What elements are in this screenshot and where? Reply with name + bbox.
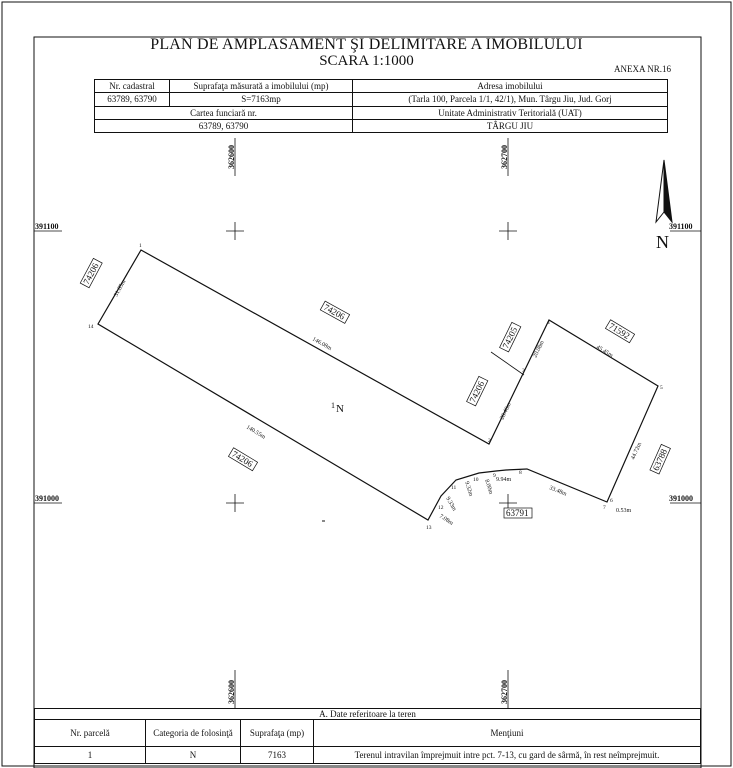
annex-label: ANEXA NR.16 [614,64,672,74]
row-notes: Terenul intravilan împrejmuit intre pct. 7-13, cu gard de sârmă, în rest neîmprejmuit. [314,747,701,764]
vertex-2: 2 [488,438,491,444]
svg-text:74206: 74206 [467,379,487,405]
grid-y-top-right: 391100 [669,222,693,231]
grid-crosses [226,222,520,512]
parcel-label [331,401,344,415]
vertex-9: 9 [493,473,496,479]
svg-text:74206: 74206 [230,448,255,469]
neighbor-label-63791 [504,508,532,518]
grid-x-top-left: 362600 [227,145,236,169]
vertex-4: 4 [547,320,550,326]
svg-text:74205: 74205 [500,325,520,351]
col-parcel: Nr. parcelă [35,720,146,747]
vertex-6: 6 [610,498,613,504]
property-info-table [94,79,668,133]
grid-y-bottom-right: 391000 [669,494,693,503]
grid-y-bottom-left: 391000 [35,494,59,503]
distance-9-10: 8.00m [483,478,494,496]
row-category: N [146,747,241,764]
row-parcel: 1 [35,747,146,764]
grid-x-bottom-left: 362600 [227,680,236,704]
svg-text:63788: 63788 [650,447,670,473]
distance-5-6: 44.72m [630,441,644,461]
distance-7-8: 33.48m [548,485,568,498]
vertex-10: 10 [473,477,479,483]
address-value: (Tarla 100, Parcela 1/1, 42/1), Mun. Târgu Jiu, Jud. Gorj [353,93,668,107]
distance-14-1: 31.85m [113,279,128,298]
distance-12-13: 7.08m [437,513,454,527]
cadastral-value: 63789, 63790 [95,93,170,107]
vertex-1: 1 [139,243,142,249]
svg-text:71592: 71592 [607,320,632,341]
parcel-outline [98,250,658,520]
distance-2-3: 28.46m [499,401,513,421]
distance-11-12: 9.33m [444,496,458,513]
col-area: Suprafaţa (mp) [241,720,314,747]
uat-value: TÂRGU JIU [353,120,668,133]
page-title: PLAN DE AMPLASAMENT ŞI DELIMITARE A IMOBILULUI [150,36,583,53]
svg-text:74206: 74206 [322,302,347,322]
neighbor-label-74206-east [467,376,488,406]
neighbor-label-74205 [500,322,521,352]
distance-8-9: 9.94m [496,477,512,483]
address-label: Adresa imobilului [353,80,668,93]
neighbor-label-63788 [650,444,671,474]
distance-13-14: 140.55m [244,424,267,441]
land-data-title: A. Date referitoare la teren [35,709,701,720]
cadastral-label: Nr. cadastral [95,80,170,93]
vertex-11: 11 [451,485,457,491]
parcel-number: 1 [331,401,335,410]
land-book-value: 63789, 63790 [95,120,353,133]
land-data-table [34,708,701,764]
col-notes: Menţiuni [314,720,701,747]
neighbor-label-74206-south [228,448,257,471]
north-label: N [656,232,669,252]
neighbor-label-74206-north [320,301,349,323]
vertex-7: 7 [603,505,606,511]
north-arrow-icon [656,160,672,252]
vertex-8: 8 [519,470,522,476]
land-book-label: Cartea funciară nr. [95,107,353,120]
distance-3-4: 20.08m [532,339,546,359]
neighbor-label-71592 [605,320,634,343]
neighbor-boundary [491,352,524,375]
grid-y-top-left: 391100 [35,222,59,231]
vertex-3: 3 [522,368,525,374]
distance-10-11: 9.32m [463,480,474,498]
row-area: 7163 [241,747,314,764]
svg-text:63791: 63791 [506,508,529,518]
grid-edge-ticks [34,138,701,708]
neighbor-label-74206-west [80,258,102,287]
distance-4-5: 45.45m [594,344,614,360]
parcel-category-label: N [336,403,344,415]
distance-6-7: 0.53m [616,508,632,514]
col-category: Categoria de folosinţă [146,720,241,747]
area-label: Suprafaţa măsurată a imobilului (mp) [170,80,353,93]
svg-text:74206: 74206 [81,261,101,287]
vertex-12: 12 [438,505,444,511]
vertex-13: 13 [426,525,432,531]
uat-label: Unitate Administrativ Teritorială (UAT) [353,107,668,120]
area-value: S=7163mp [170,93,353,107]
scale-label: SCARA 1:1000 [319,53,414,69]
distance-1-2: 146.08m [311,336,333,353]
grid-x-top-right: 362700 [500,145,509,169]
vertex-5: 5 [660,385,663,391]
map-frame [34,37,701,768]
vertex-14: 14 [88,324,94,330]
grid-x-bottom-right: 362700 [500,680,509,704]
